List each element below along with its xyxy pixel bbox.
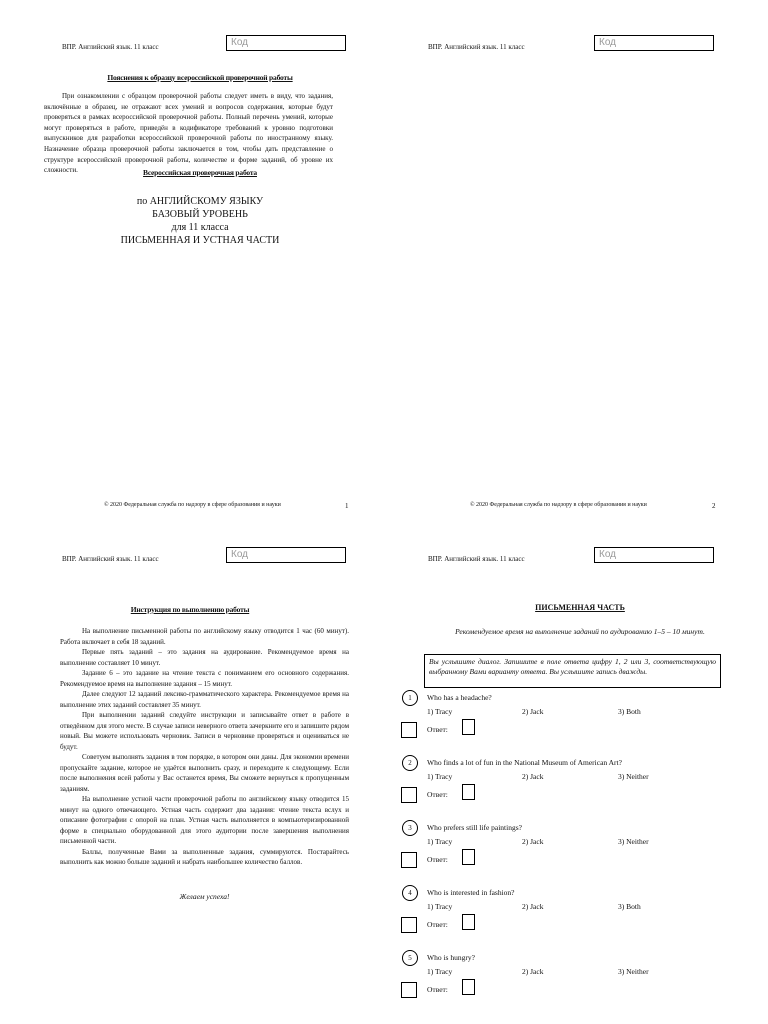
written-part-title: ПИСЬМЕННАЯ ЧАСТЬ [535, 603, 625, 612]
answer-label: Ответ: [427, 725, 448, 734]
instruction-paragraph: Баллы, полученные Вами за выполненные задания, суммируются. Постарайтесь выполнить как можно больше заданий и набрать наибольшее количество баллов. [60, 847, 349, 866]
score-box [401, 852, 417, 868]
work-title: Всероссийская проверочная работа [143, 168, 257, 177]
page-footer: © 2020 Федеральная служба по надзору в сфере образования и науки [104, 502, 281, 508]
answer-label: Ответ: [427, 790, 448, 799]
option-1: 1) Tracy [427, 967, 453, 976]
page-number: 2 [712, 502, 716, 510]
answer-box[interactable] [462, 979, 475, 995]
recommended-time: Рекомендуемое время на выполнение заданий по аудированию 1–5 – 10 минут. [455, 627, 705, 636]
answer-box[interactable] [462, 719, 475, 735]
title-line: для 11 класса [171, 222, 229, 233]
question-number: 4 [402, 885, 418, 901]
page-number: 1 [345, 502, 349, 510]
code-field[interactable]: Код [226, 547, 346, 563]
question-text: Who is hungry? [427, 953, 475, 962]
score-box [401, 917, 417, 933]
option-2: 2) Jack [522, 967, 544, 976]
option-1: 1) Tracy [427, 707, 453, 716]
answer-label: Ответ: [427, 855, 448, 864]
answer-box[interactable] [462, 914, 475, 930]
question-5 [400, 950, 730, 1014]
answer-label: Ответ: [427, 985, 448, 994]
good-luck-text: Желаем успеха! [179, 892, 230, 901]
question-text: Who has a headache? [427, 693, 492, 702]
page-header: ВПР. Английский язык. 11 класс [62, 43, 159, 51]
option-2: 2) Jack [522, 837, 544, 846]
title-block [100, 168, 300, 247]
page-header: ВПР. Английский язык. 11 класс [62, 555, 159, 563]
explanation-title: Пояснения к образцу всероссийской проверочной работы [107, 73, 293, 82]
answer-box[interactable] [462, 784, 475, 800]
instruction-paragraph: Советуем выполнять задания в том порядке, в котором они даны. Для экономии времени пропускайте задание, которое не удаётся выполнить сразу, и переходите к следующему. Если после выполнения всей работы у Вас останется время, Вы сможете вернуться к пропущенным заданиям. [60, 753, 349, 793]
instruction-paragraph: На выполнение письменной работы по английскому языку отводится 1 час (60 минут). Работа включает в себя 18 заданий. [60, 627, 349, 646]
question-4 [400, 885, 730, 949]
instruction-paragraph: Далее следуют 12 заданий лексико-грамматического характера. Рекомендуемое время на выполнение этих заданий составляет 35 минут. [60, 690, 349, 709]
question-number: 2 [402, 755, 418, 771]
answer-box[interactable] [462, 849, 475, 865]
question-number: 1 [402, 690, 418, 706]
instruction-paragraph: При выполнении заданий следуйте инструкции и записывайте ответ в работе в отведённом для этого месте. В случае записи неверного ответа зачеркните его и запишите рядом новый. Вы можете использовать черновик. Записи в черновике проверяться и оцениваться не будут. [60, 711, 349, 751]
code-field[interactable]: Код [594, 547, 714, 563]
title-line: ПИСЬМЕННАЯ И УСТНАЯ ЧАСТИ [120, 235, 280, 246]
instruction-paragraph: Задание 6 – это задание на чтение текста с пониманием его основного содержания. Рекомендуемое время на выполнение задания – 15 минут. [60, 669, 349, 688]
question-text: Who finds a lot of fun in the National Museum of American Art? [427, 758, 622, 767]
option-3: 3) Neither [618, 772, 649, 781]
question-number: 3 [402, 820, 418, 836]
option-3: 3) Neither [618, 837, 649, 846]
option-2: 2) Jack [522, 772, 544, 781]
title-line: по АНГЛИЙСКОМУ ЯЗЫКУ [136, 196, 264, 207]
answer-label: Ответ: [427, 920, 448, 929]
instruction-paragraph: На выполнение устной части проверочной работы по английскому языку отводится 15 минут на одного отвечающего. Устная часть содержит два задания: чтение текста вслух и описание фотографии с опорой на план. Устная часть выполняется в компьютеризированной форме в специально оборудованной для этого аудитории после завершения выполнения письменной части. [60, 795, 349, 845]
instruction-title: Инструкция по выполнению работы [130, 605, 250, 614]
option-1: 1) Tracy [427, 902, 453, 911]
page-header: ВПР. Английский язык. 11 класс [428, 555, 525, 563]
code-field[interactable]: Код [226, 35, 346, 51]
code-field[interactable]: Код [594, 35, 714, 51]
instruction-paragraph: Первые пять заданий – это задания на аудирование. Рекомендуемое время на выполнение составляет 10 минут. [60, 648, 349, 667]
title-line: БАЗОВЫЙ УРОВЕНЬ [152, 209, 248, 220]
option-3: 3) Both [618, 902, 641, 911]
option-2: 2) Jack [522, 902, 544, 911]
question-text: Who is interested in fashion? [427, 888, 515, 897]
question-3 [400, 820, 730, 884]
page-2 [384, 0, 768, 512]
option-3: 3) Neither [618, 967, 649, 976]
score-box [401, 722, 417, 738]
option-1: 1) Tracy [427, 837, 453, 846]
question-2 [400, 755, 730, 819]
explanation-body: При ознакомлении с образцом проверочной работы следует иметь в виду, что задания, включённые в образец, не отражают всех умений и вопросов содержания, которые будут проверяться в рамках всероссийской проверочной работы. Полный перечень умений, которые могут проверяться в работе, приведён в кодификаторе требований к уровню подготовки выпускников для разработки всероссийской проверочной работы по иностранному языку. Назначение образца проверочной работы заключается в том, чтобы дать представление о структуре всероссийской проверочной работы, количестве и форме заданий, об уровне их сложности. [44, 92, 333, 175]
page-footer: © 2020 Федеральная служба по надзору в сфере образования и науки [470, 502, 647, 508]
option-2: 2) Jack [522, 707, 544, 716]
score-box [401, 982, 417, 998]
option-3: 3) Both [618, 707, 641, 716]
question-1 [400, 690, 730, 754]
score-box [401, 787, 417, 803]
question-number: 5 [402, 950, 418, 966]
listening-instruction-box: Вы услышите диалог. Запишите в поле ответа цифру 1, 2 или 3, соответствующую выбранному Вами варианту ответа. Вы услышите запись дважды. [424, 654, 721, 688]
option-1: 1) Tracy [427, 772, 453, 781]
question-text: Who prefers still life paintings? [427, 823, 522, 832]
page-header: ВПР. Английский язык. 11 класс [428, 43, 525, 51]
instruction-body [60, 626, 349, 868]
